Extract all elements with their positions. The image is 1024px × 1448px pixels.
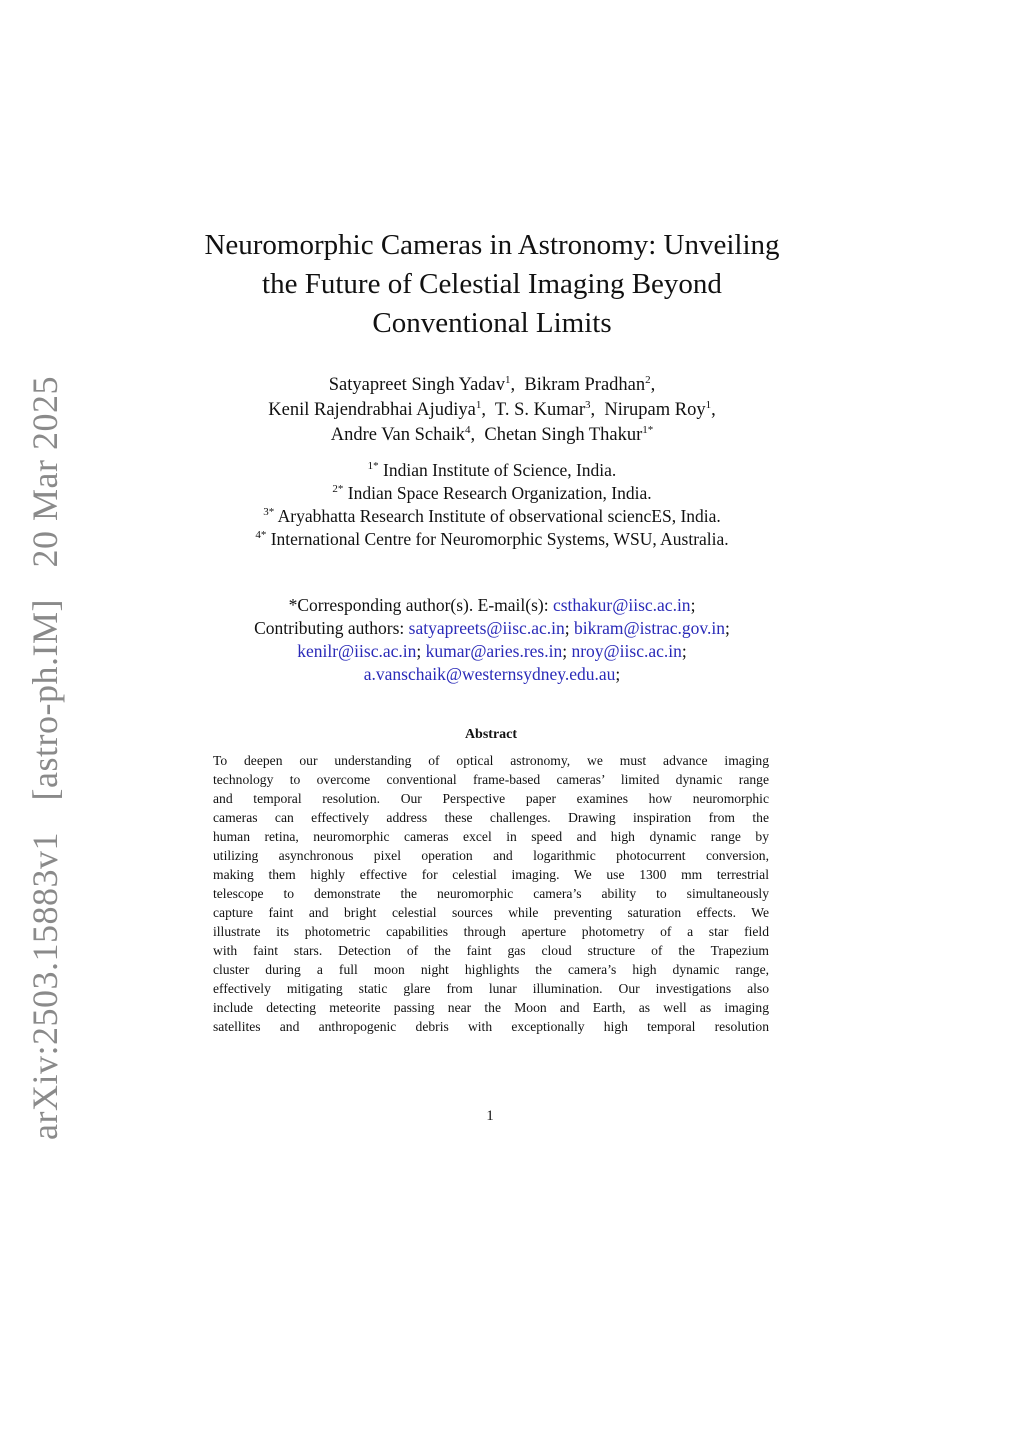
arxiv-stamp — [24, 376, 66, 1140]
affiliation: $^{2*}$ Indian Space Research Organization, India. — [332, 483, 652, 503]
abstract-body — [213, 751, 769, 1036]
author-line — [150, 373, 834, 398]
title-line: the Future of Celestial Imaging Beyond — [262, 268, 722, 300]
contributing-line: a.vanschaik@westernsydney.edu.au; — [363, 664, 621, 684]
affiliation-mark: 1* — [367, 460, 379, 472]
affiliation: $^{3*}$ Aryabhatta Research Institute of observational sciencES, India. — [263, 506, 721, 526]
affiliation-mark: 4 — [464, 424, 471, 436]
title-line: Conventional Limits — [372, 307, 612, 339]
abstract-line: technology to overcome conventional frame-based cameras’ limited dynamic range — [213, 772, 769, 787]
author: Satyapreet Singh Yadav$^1$, — [328, 374, 516, 395]
abstract-line: To deepen our understanding of optical astronomy, we must advance imaging — [213, 753, 769, 768]
abstract-line: capture faint and bright celestial sources while preventing saturation effects. We — [213, 905, 769, 920]
affiliation-mark: 3 — [584, 399, 591, 411]
email-link[interactable]: nroy@iisc.ac.in — [571, 641, 682, 661]
abstract-line: telescope to demonstrate the neuromorphic camera’s ability to simultaneously — [213, 886, 769, 901]
abstract-line: include detecting meteorite passing near the Moon and Earth, as well as imaging — [213, 1000, 769, 1015]
abstract-line: with faint stars. Detection of the faint gas cloud structure of the Trapezium — [213, 943, 769, 958]
contributing-line: kenilr@iisc.ac.in; kumar@aries.res.in; nroy@iisc.ac.in; — [297, 641, 687, 661]
author: Andre Van Schaik$^4$, — [330, 424, 476, 445]
arxiv-id: arXiv:2503.15883v1 — [25, 831, 65, 1140]
abstract-line: and temporal resolution. Our Perspective paper examines how neuromorphic — [213, 791, 769, 806]
title-line: Neuromorphic Cameras in Astronomy: Unveiling — [204, 229, 780, 261]
abstract-line: effectively mitigating static glare from lunar illumination. Our investigations also — [213, 981, 769, 996]
arxiv-date: 20 Mar 2025 — [25, 376, 65, 568]
affiliation-mark: 1 — [505, 374, 511, 386]
affiliation: $^{4*}$ International Centre for Neuromorphic Systems, WSU, Australia. — [255, 529, 729, 549]
abstract-line: illustrate its photometric capabilities through aperture photometry of a star field — [213, 924, 769, 939]
email-link[interactable]: kumar@aries.res.in — [425, 641, 563, 661]
abstract-line: satellites and anthropogenic debris with exceptionally high temporal resolution — [213, 1019, 769, 1034]
affiliation-mark: 1 — [475, 399, 482, 411]
paper-title — [180, 226, 804, 343]
corresponding-line: *Corresponding author(s). E-mail(s): csthakur@iisc.ac.in; — [288, 595, 696, 615]
abstract-line: utilizing asynchronous pixel operation and logarithmic photocurrent conversion, — [213, 848, 769, 863]
affiliation-mark: 2* — [332, 483, 344, 495]
affiliation-mark: 1 — [705, 399, 712, 411]
affiliation-mark: 1* — [642, 424, 654, 436]
affiliation-list — [150, 459, 834, 551]
author-line — [150, 398, 834, 423]
author: Nirupam Roy$^1$, — [604, 399, 716, 420]
correspondence-block — [150, 594, 834, 686]
arxiv-category: [astro-ph.IM] — [25, 599, 65, 801]
abstract-line: making them highly effective for celestial imaging. We use 1300 mm terrestrial — [213, 867, 769, 882]
contributing-line: Contributing authors: satyapreets@iisc.ac.in; bikram@istrac.gov.in; — [254, 618, 730, 638]
affiliation-mark: 3* — [263, 506, 275, 518]
affiliation-mark: 2 — [645, 374, 651, 386]
abstract-heading: Abstract — [464, 727, 518, 742]
email-link[interactable]: a.vanschaik@westernsydney.edu.au — [363, 664, 616, 684]
author: Kenil Rajendrabhai Ajudiya$^1$, — [268, 399, 486, 420]
author: Chetan Singh Thakur$^{1*}$ — [484, 424, 654, 445]
abstract-line: cameras can effectively address these challenges. Drawing inspiration from the — [213, 810, 769, 825]
email-link[interactable]: bikram@istrac.gov.in — [573, 618, 726, 638]
email-link[interactable]: csthakur@iisc.ac.in — [552, 595, 691, 615]
abstract-line: human retina, neuromorphic cameras excel in speed and high dynamic range by — [213, 829, 769, 844]
abstract-line: cluster during a full moon night highlights the camera’s high dynamic range, — [213, 962, 769, 977]
corresponding-label: *Corresponding author(s). E-mail(s): — [288, 595, 549, 615]
contributing-label: Contributing authors: — [254, 618, 405, 638]
affiliation: $^{1*}$ Indian Institute of Science, India. — [367, 460, 617, 480]
author: T. S. Kumar$^3$, — [494, 399, 596, 420]
author-list — [150, 373, 834, 448]
page-number: 1 — [486, 1108, 494, 1124]
email-link[interactable]: kenilr@iisc.ac.in — [297, 641, 417, 661]
email-link[interactable]: satyapreets@iisc.ac.in — [408, 618, 565, 638]
author-line — [150, 423, 834, 448]
affiliation-mark: 4* — [255, 529, 267, 541]
author: Bikram Pradhan$^2$, — [524, 374, 656, 395]
